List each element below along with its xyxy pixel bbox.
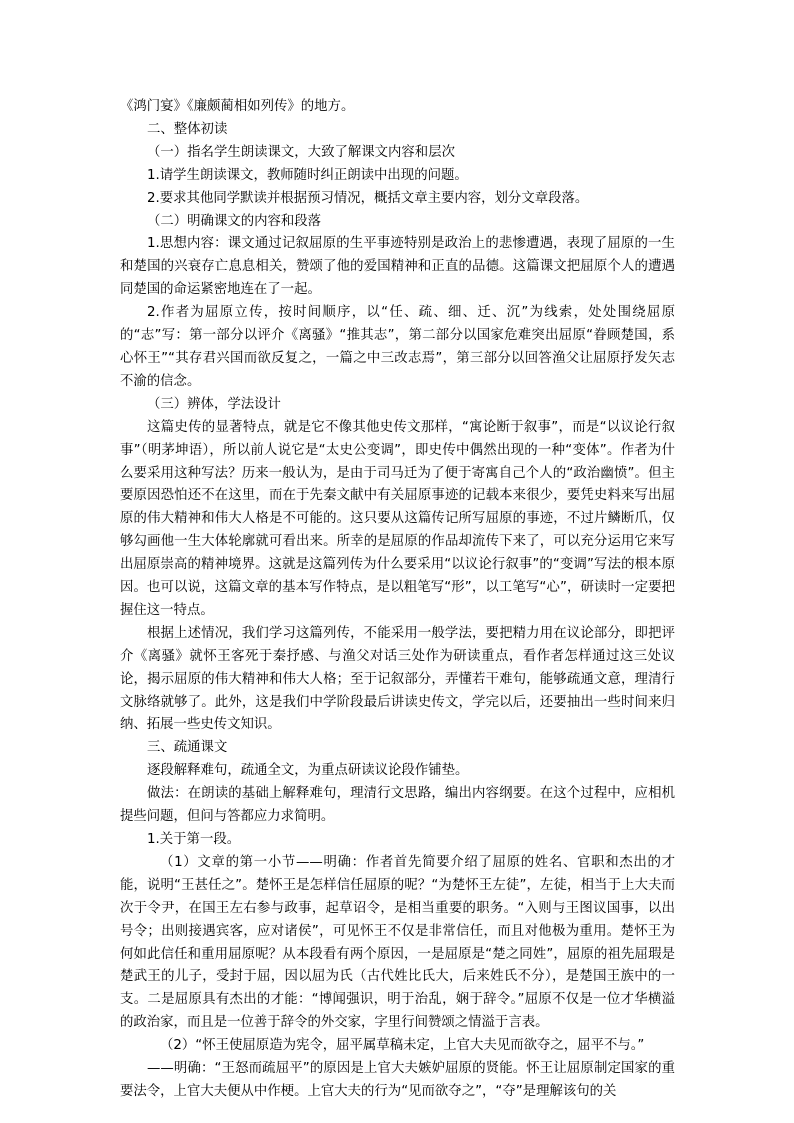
paragraph-4: 1.请学生朗读课文，教师随时纠正朗读中出现的问题。 — [147, 167, 468, 183]
paragraph-style-analysis: 这篇史传的显著特点，就是它不像其他史传文那样，“寓论断于叙事”，而是“以议论行叙事”（明茅坤语），所以前人说它是“太史公变调”，即史传中偶然出现的一种“变体”。作者为什么要采用这种写法？历来一般认为，是由于司马迁为了便于寄寓自己个人的“政治幽愤”。但主要原因恐怕还不在这里，而在于先秦文献中有关屈原事迹的记载本来很少，要凭史料来写出屈原的伟大精神和伟大人格是不可能的。这只要从这篇传记所写屈原的事迹，不过片鳞断爪，仅够勾画他一生大体轮廓就可看出来。所幸的是屈原的作品却流传下来了，可以充分运用它来写出屈原崇高的精神境界。这就是这篇列传为什么要采用“以议论行叙事”的“变调”写法的根本原因。也可以说，这篇文章的基本写作特点，是以粗笔写“形”，以工笔写“心”，研读时一定要把握住这一特点。 — [120, 419, 675, 618]
section-heading-clarify-text: 三、疏通课文 — [147, 740, 228, 756]
paragraph-1: 《鸿门宴》《廉颇蔺相如列传》的地方。 — [120, 99, 355, 114]
paragraph-15: 1.关于第一段。 — [147, 832, 241, 847]
paragraph-first-section: （1）文章的第一小节——明确：作者首先简要介绍了屈原的姓名、官职和杰出的才能，说明“王甚任之”。楚怀王是怎样信任屈原的呢？“为楚怀王左徒”，左徒，相当于上大夫而次于令尹，在国王左右参与政事，起草诏令，是相当重要的职务。“入则与王图议国事，以出号令；出则接遇宾客，应对诸侯”，可见怀王不仅是非常信任，而且对他极为重用。楚怀王为何如此信任和重用屈原呢？从本段看有两个原因，一是屈原是“楚之同姓”，屈原的祖先屈瑕是楚武王的儿子，受封于屈，因以屈为氏（古代姓比氏大，后来姓氏不分），是楚国王族中的一支。二是屈原具有杰出的才能：“博闻强识，明于治乱，娴于辞令。”屈原不仅是一位才华横溢的政治家，而且是一位善于辞令的外交家，字里行间赞颂之情溢于言表。 — [120, 854, 675, 1031]
paragraph-method: 做法：在朗读的基础上解释难句，理清行文思路，编出内容纲要。在这个过程中，应相机提些问题，但问与答都应力求简明。 — [120, 786, 675, 825]
paragraph-5: 2.要求其他同学默读并根据预习情况，概括文章主要内容，划分文章段落。 — [147, 190, 589, 206]
paragraph-thought-content: 1.思想内容：课文通过记叙屈原的生平事迹特别是政治上的悲惨遭遇，表现了屈原的一生和楚国的兴衰存亡息息相关，赞颂了他的爱国精神和正直的品德。这篇课文把屈原个人的遭遇同楚国的命运紧密地连在了一起。 — [120, 236, 675, 298]
section-heading-overall-reading: 二、整体初读 — [147, 121, 228, 137]
document-page — [120, 96, 675, 1104]
paragraph-13: 逐段解释难句，疏通全文，为重点研读议论段作铺垫。 — [147, 763, 469, 779]
paragraph-quote: （2）“怀王使屈原造为宪令，屈平属草稿未定，上官大夫见而欲夺之，屈平不与。” — [160, 1038, 645, 1054]
subheading-3: （三）辨体，学法设计 — [147, 396, 281, 412]
paragraph-structure: 2.作者为屈原立传，按时间顺序，以“任、疏、细、迁、沉”为线索，处处围绕屈原的“志”写：第一部分以评介《离骚》“推其志”，第二部分以国家危难突出屈原“眷顾楚国，系心怀王”“其存君兴国而欲反复之，一篇之中三改志焉”，第三部分以回答渔父让屈原抒发矢志不渝的信念。 — [120, 305, 675, 389]
paragraph-study-method: 根据上述情况，我们学习这篇列传，不能采用一般学法，要把精力用在议论部分，即把评介《离骚》就怀王客死于秦抒感、与渔父对话三处作为研读重点，看作者怎样通过这三处议论，揭示屈原的伟大精神和伟大人格；至于记叙部分，弄懂若干难句，能够疏通文意，理清行文脉络就够了。此外，这是我们中学阶段最后讲读史传文，学完以后，还要抽出一些时间来归纳、拓展一些史传文知识。 — [120, 625, 675, 733]
subheading-2: （二）明确课文的内容和段落 — [147, 213, 322, 229]
paragraph-last: ——明确：“王怒而疏屈平”的原因是上官大夫嫉妒屈原的贤能。怀王让屈原制定国家的重要法令，上官大夫便从中作梗。上官大夫的行为“见而欲夺之”，“夺”是理解该句的关 — [120, 1061, 675, 1099]
subheading-1: （一）指名学生朗读课文，大致了解课文内容和层次 — [147, 144, 455, 160]
